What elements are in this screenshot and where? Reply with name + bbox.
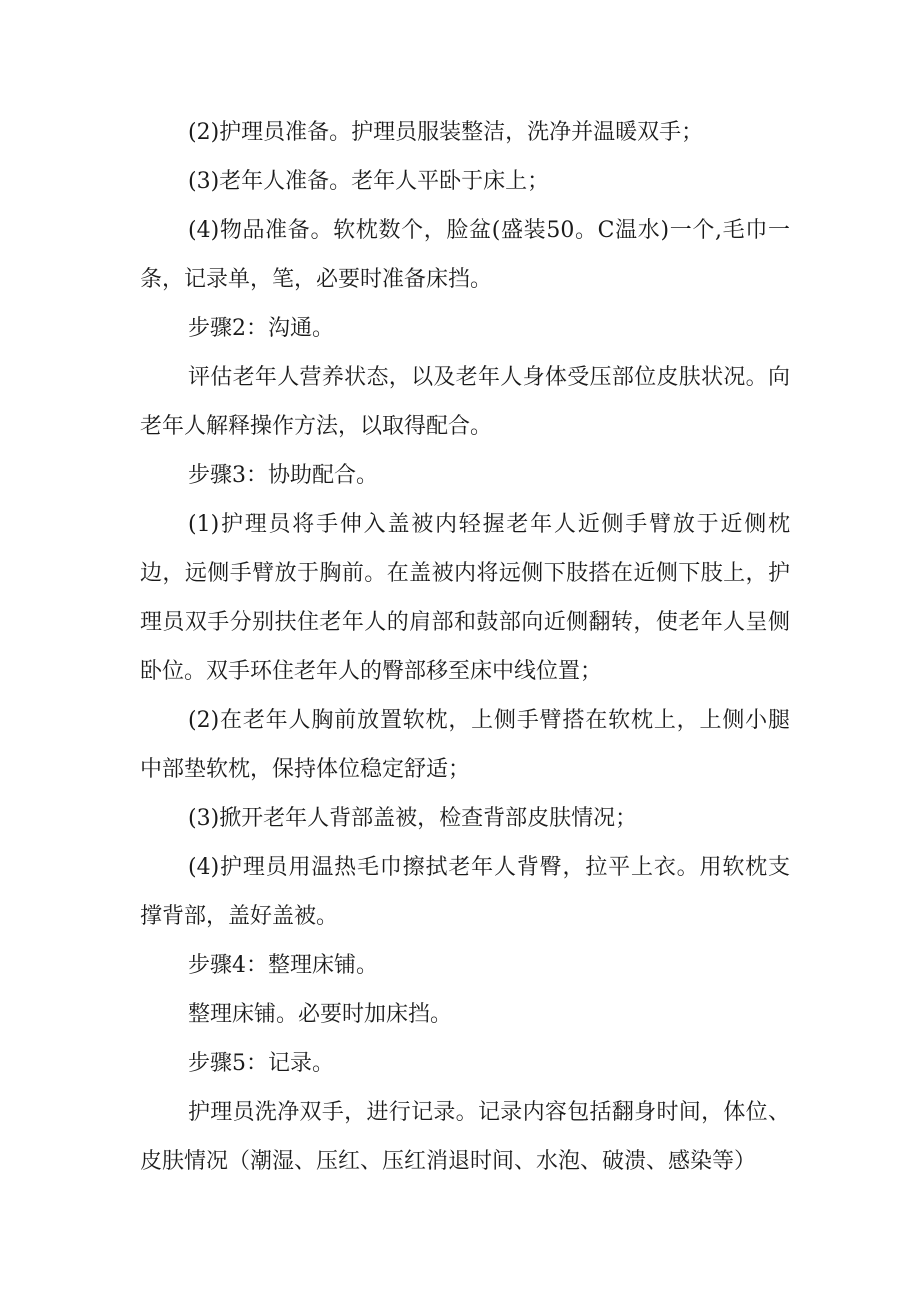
step-3-heading: 步骤3：协助配合。 [188,463,378,488]
paragraph-supplies-preparation: (4)物品准备。软枕数个，脸盆(盛装50。C温水)一个,毛巾一条，记录单，笔，必要时准备床挡。 [140,218,790,292]
paragraph-elderly-preparation: (3)老年人准备。老年人平卧于床上； [188,169,550,194]
paragraph-turning-procedure: (1)护理员将手伸入盖被内轻握老年人近侧手臂放于近侧枕边，远侧手臂放于胸前。在盖被内将远侧下肢搭在近侧下肢上，护理员双手分别扶住老年人的肩部和鼓部向近侧翻转，使老年人呈侧卧位。双手环住老年人的臀部移至床中线位置； [140,512,790,684]
paragraph-back-wiping: (4)护理员用温热毛巾擦拭老年人背臀，拉平上衣。用软枕支撑背部，盖好盖被。 [140,855,790,929]
paragraph-skin-check: (3)掀开老年人背部盖被，检查背部皮肤情况； [188,806,638,831]
paragraph-bed-making: 整理床铺。必要时加床挡。 [188,1002,453,1027]
paragraph-assessment: 评估老年人营养状态，以及老年人身体受压部位皮肤状况。向老年人解释操作方法，以取得配合。 [140,365,790,439]
step-5-heading: 步骤5：记录。 [188,1051,334,1076]
step-2-heading: 步骤2：沟通。 [188,316,334,341]
paragraph-pillow-placement: (2)在老年人胸前放置软枕，上侧手臂搭在软枕上，上侧小腿中部垫软枕，保持体位稳定舒适； [140,708,790,782]
paragraph-caregiver-preparation: (2)护理员准备。护理员服装整洁，洗净并温暖双手； [188,120,704,145]
document-body [140,108,790,1186]
step-4-heading: 步骤4：整理床铺。 [188,953,378,978]
paragraph-recording: 护理员洗净双手，进行记录。记录内容包括翻身时间，体位、皮肤情况（潮湿、压红、压红消退时间、水泡、破溃、感染等） [140,1100,790,1174]
